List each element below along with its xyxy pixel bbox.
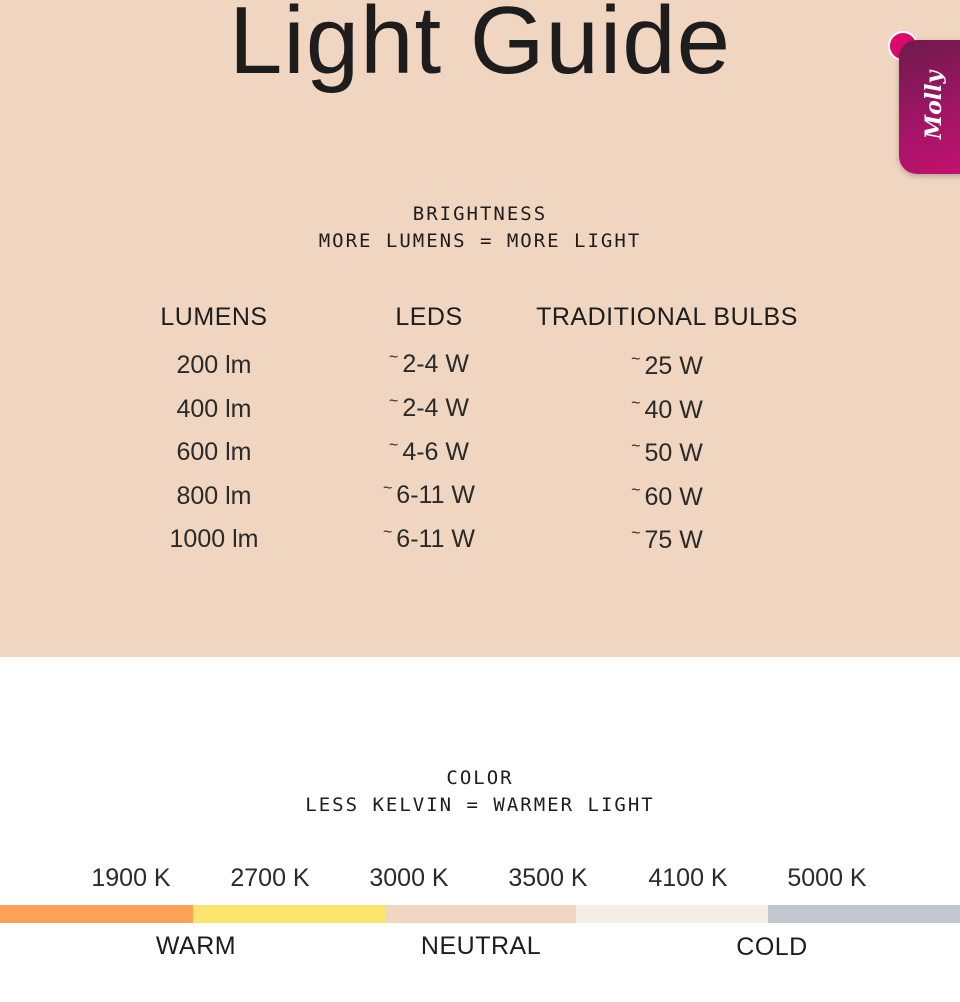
leds-value: 4-6 W [402,438,470,466]
bulbs-value: 75 W [644,526,703,554]
approx-symbol: ~ [382,524,393,541]
leds-cell [329,437,529,467]
approx-symbol: ~ [631,525,641,542]
zone-label-warm: WARM [155,932,237,960]
approx-symbol: ~ [631,482,641,499]
color-heading: COLOR [446,767,514,789]
bulbs-cell [567,395,767,425]
brightness-subheading: MORE LUMENS = MORE LIGHT [318,230,642,252]
zone-label-cold: COLD [736,933,808,961]
leds-value: 2-4 W [402,394,470,422]
color-swatch-2700k [193,905,385,923]
page-title: Light Guide [228,0,731,94]
kelvin-label: 3500 K [508,864,588,892]
approx-symbol: ~ [631,351,641,368]
approx-symbol: ~ [388,393,399,410]
leds-value: 6-11 W [396,525,476,553]
lumens-cell: 200 lm [176,351,252,379]
approx-symbol: ~ [382,480,393,497]
approx-symbol: ~ [631,438,641,455]
column-header-leds: LEDS [395,303,463,331]
leds-value: 2-4 W [402,350,470,378]
leds-value: 6-11 W [396,481,476,509]
color-swatch-3500k [576,905,768,923]
color-swatch-1900k [0,905,193,923]
color-swatch-3000k [385,905,576,923]
bulbs-value: 25 W [644,352,703,380]
bulbs-value: 40 W [644,396,703,424]
bulbs-cell [567,482,767,512]
approx-symbol: ~ [388,349,399,366]
leds-cell [329,524,529,554]
kelvin-label: 2700 K [230,864,310,892]
bulbs-cell [567,525,767,555]
lumens-cell: 600 lm [176,438,252,466]
bulbs-value: 60 W [644,483,703,511]
approx-symbol: ~ [631,395,641,412]
leds-cell [329,393,529,423]
color-subheading: LESS KELVIN = WARMER LIGHT [305,794,655,816]
column-header-lumens: LUMENS [160,303,268,331]
bulbs-cell [567,438,767,468]
molly-widget-label[interactable]: Molly [921,70,947,140]
bulbs-value: 50 W [644,439,703,467]
lumens-cell: 400 lm [176,395,252,423]
brightness-heading: BRIGHTNESS [412,203,548,225]
kelvin-label: 5000 K [787,864,867,892]
color-swatch-cold [768,905,960,923]
zone-label-neutral: NEUTRAL [420,932,542,960]
lumens-cell: 800 lm [176,482,252,510]
lumens-cell: 1000 lm [169,525,259,553]
bulbs-cell [567,351,767,381]
kelvin-label: 4100 K [648,864,728,892]
column-header-traditional-bulbs: TRADITIONAL BULBS [536,303,798,331]
kelvin-label: 3000 K [369,864,449,892]
leds-cell [329,349,529,379]
approx-symbol: ~ [388,437,399,454]
leds-cell [329,480,529,510]
molly-chat-widget[interactable] [899,40,960,174]
kelvin-label: 1900 K [91,864,171,892]
